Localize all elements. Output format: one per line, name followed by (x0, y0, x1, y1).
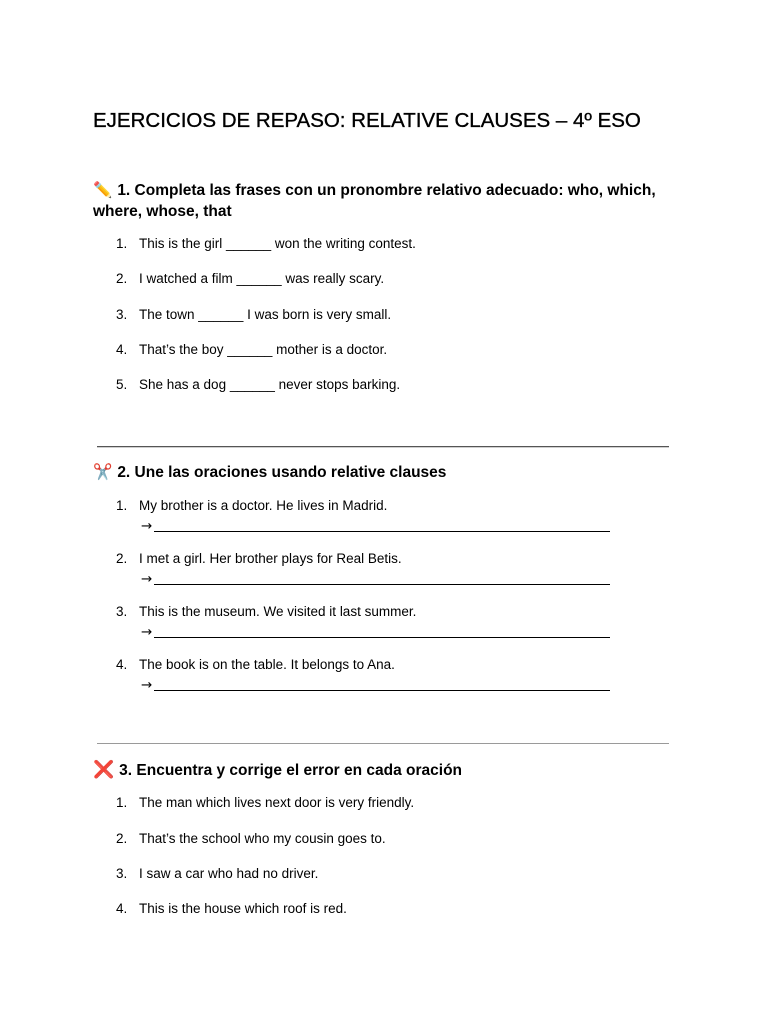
item-text: She has a dog ______ never stops barking. (139, 377, 401, 392)
item-text: My brother is a doctor. He lives in Madrid. (139, 498, 388, 513)
answer-line-4[interactable] (141, 675, 621, 694)
exercise-2-item-1 (116, 497, 676, 515)
item-number: 2. (116, 551, 128, 566)
arrow-icon: → (141, 518, 153, 534)
item-number: 3. (116, 604, 128, 619)
pencil-icon: ✏️ (93, 181, 113, 199)
exercise-2-item-3 (116, 603, 676, 621)
arrow-icon: → (141, 624, 153, 640)
item-number: 4. (116, 901, 128, 916)
answer-line-3[interactable] (141, 622, 621, 641)
item-number: 1. (116, 236, 128, 251)
item-text: This is the girl ______ won the writing contest. (139, 236, 416, 251)
section-3-heading (93, 760, 673, 781)
section-1-heading-text: 1. Completa las frases con un pronombre relativo adecuado: who, which, where, whose, that (93, 182, 656, 220)
exercise-3-item-4 (116, 900, 676, 918)
exercise-1-item-2 (116, 270, 676, 288)
item-number: 1. (116, 498, 128, 513)
item-text: This is the museum. We visited it last summer. (139, 604, 417, 619)
exercise-1-item-3 (116, 306, 676, 324)
item-number: 2. (116, 271, 128, 286)
exercise-2-item-4 (116, 656, 676, 674)
answer-blank[interactable] (154, 622, 610, 638)
section-2-heading-text: 2. Une las oraciones usando relative clauses (117, 464, 447, 481)
item-text: I met a girl. Her brother plays for Real Betis. (139, 551, 402, 566)
answer-blank[interactable] (154, 569, 610, 585)
exercise-3-item-3 (116, 865, 676, 883)
item-text: The man which lives next door is very friendly. (139, 795, 415, 810)
answer-blank[interactable] (154, 675, 610, 691)
answer-blank[interactable] (154, 516, 610, 532)
item-text: I watched a film ______ was really scary. (139, 271, 385, 286)
section-divider (97, 446, 669, 448)
section-1-heading (93, 180, 673, 222)
section-2-heading (93, 462, 673, 483)
answer-line-2[interactable] (141, 569, 621, 588)
item-number: 3. (116, 866, 128, 881)
item-number: 1. (116, 795, 128, 810)
item-number: 4. (116, 657, 128, 672)
section-divider (97, 743, 669, 744)
exercise-3-item-1 (116, 794, 676, 812)
item-text: That’s the boy ______ mother is a doctor. (139, 342, 388, 357)
item-text: That’s the school who my cousin goes to. (139, 831, 386, 846)
item-text: The town ______ I was born is very small. (139, 307, 392, 322)
scissors-icon: ✂️ (93, 463, 113, 481)
page-title: EJERCICIOS DE REPASO: RELATIVE CLAUSES – 4º ESO (93, 109, 641, 132)
exercise-1-item-4 (116, 341, 676, 359)
arrow-icon: → (141, 571, 153, 587)
item-text: I saw a car who had no driver. (139, 866, 319, 881)
exercise-2-item-2 (116, 550, 676, 568)
red-cross-icon: ❌ (93, 760, 115, 780)
section-3-heading-text: 3. Encuentra y corrige el error en cada oración (119, 762, 463, 779)
item-number: 2. (116, 831, 128, 846)
item-text: This is the house which roof is red. (139, 901, 347, 916)
item-text: The book is on the table. It belongs to Ana. (139, 657, 395, 672)
arrow-icon: → (141, 677, 153, 693)
item-number: 5. (116, 377, 128, 392)
answer-line-1[interactable] (141, 516, 621, 535)
item-number: 4. (116, 342, 128, 357)
exercise-3-item-2 (116, 830, 676, 848)
exercise-1-item-5 (116, 376, 676, 394)
item-number: 3. (116, 307, 128, 322)
exercise-1-item-1 (116, 235, 676, 253)
